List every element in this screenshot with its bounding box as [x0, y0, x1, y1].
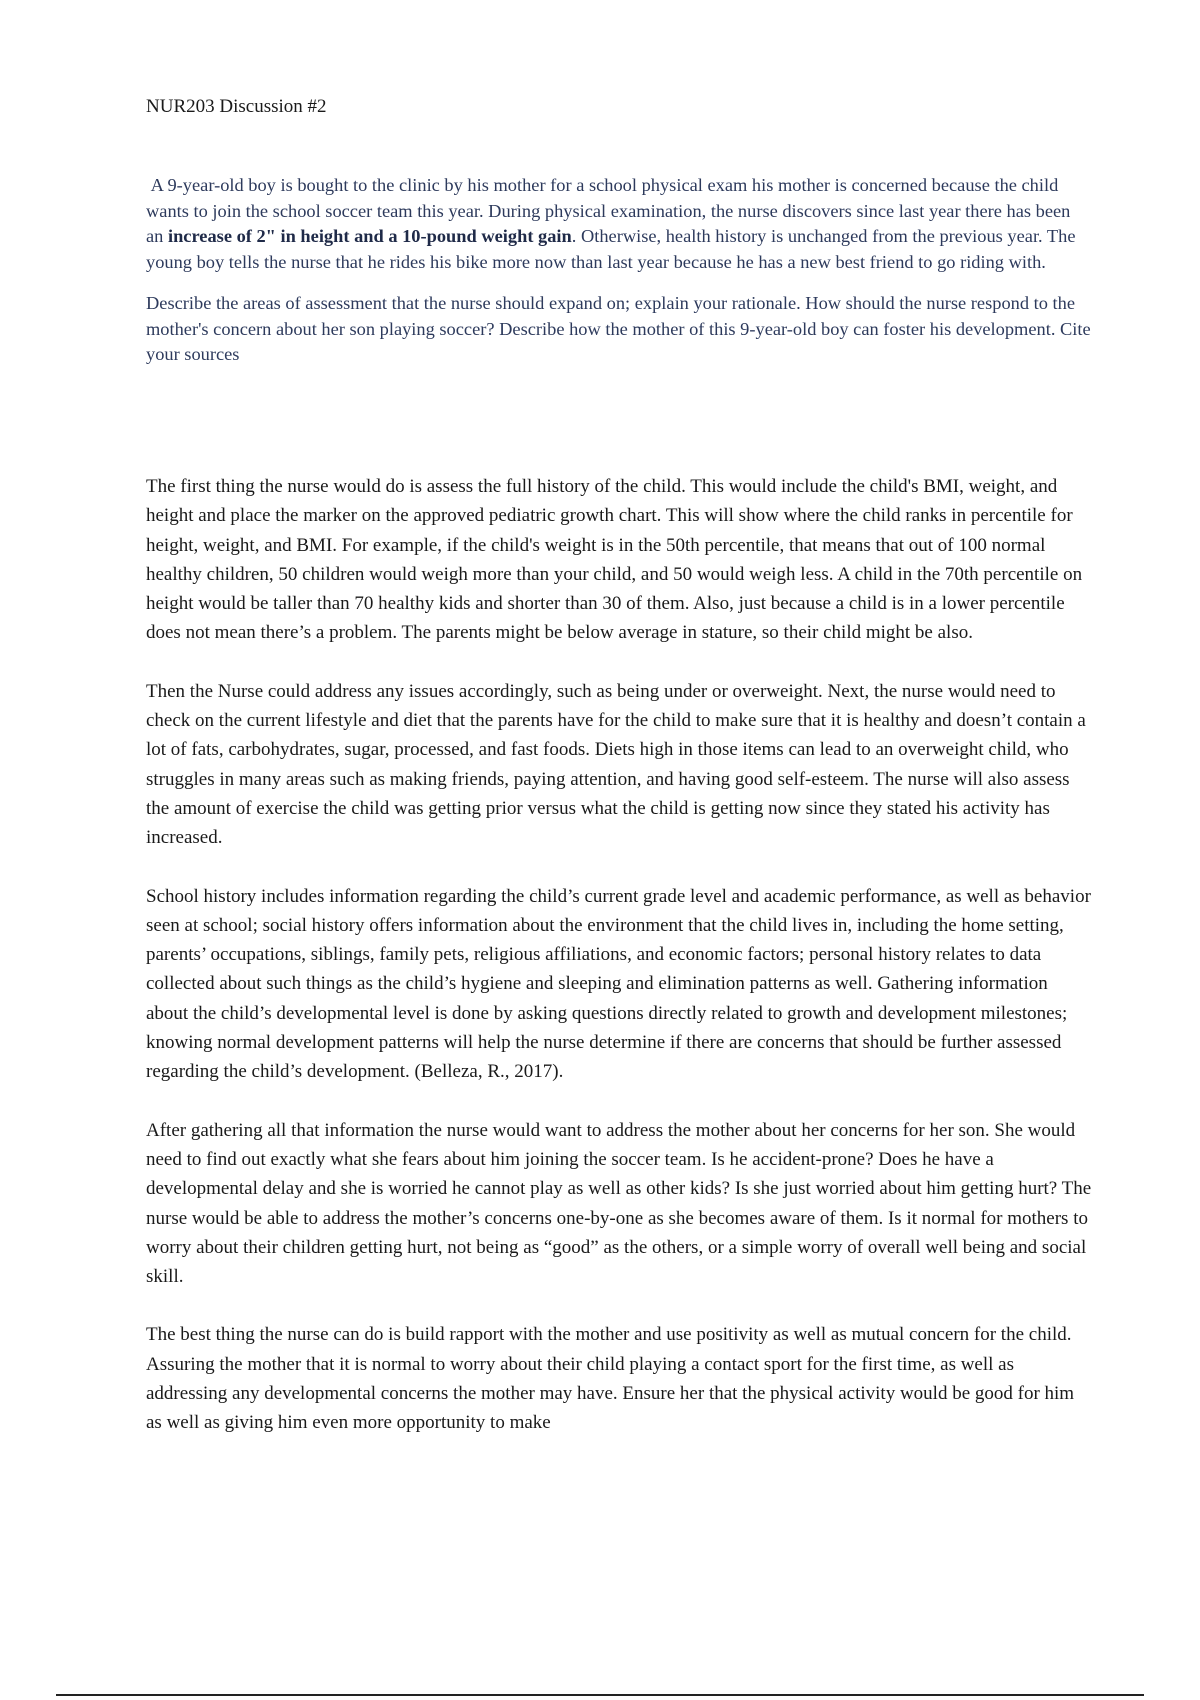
document-title: NUR203 Discussion #2	[146, 96, 327, 117]
answer-paragraph-3: School history includes information regarding the child’s current grade level and academic performance, as well as behavior seen at school; social history offers information about the environment that the child lives in, including the home setting, parents’ occupations, siblings, family pets, religious affiliations, and economic factors; personal history relates to data collected about such things as the child’s hygiene and sleeping and elimination patterns as well. Gathering information about the child’s developmental level is done by asking questions directly related to growth and development milestones; knowing normal development patterns will help the nurse determine if there are concerns that should be further assessed regarding the child’s development. (Belleza, R., 2017).	[146, 885, 1091, 1083]
questions-paragraph: Describe the areas of assessment that the nurse should expand on; explain your rationale. How should the nurse respond to the mother's concern about her son playing soccer? Describe how the mother of this 9-year-old boy can foster his development. Cite your sources	[146, 293, 1091, 364]
footer-divider	[56, 1694, 1144, 1696]
discussion-prompt	[146, 173, 1092, 384]
answer-paragraph-5: The best thing the nurse can do is build rapport with the mother and use positivity as well as mutual concern for the child. Assuring the mother that it is normal to worry about their child playing a contact sport for the first time, as well as addressing any developmental concerns the mother may have. Ensure her that the physical activity would be good for him as well as giving him even more opportunity to make	[146, 1324, 1075, 1434]
answer-paragraph-2: Then the Nurse could address any issues accordingly, such as being under or overweight. Next, the nurse would need to check on the current lifestyle and diet that the parents have for the child to make sure that it is healthy and doesn’t contain a lot of fats, carbohydrates, sugar, processed, and fast foods. Diets high in those items can lead to an overweight child, who struggles in many areas such as making friends, paying attention, and having good self-esteem. The nurse will also assess the amount of exercise the child was getting prior versus what the child is getting now since they stated his activity has increased.	[146, 680, 1086, 849]
scenario-text-end: . Otherwise, health history is unchanged from the previous year. The young boy tells the nurse that he rides his bike more now than last year because he has a new best friend to go riding with.	[146, 226, 1076, 272]
discussion-answer	[146, 472, 1092, 1467]
answer-paragraph-4: After gathering all that information the nurse would want to address the mother about her concerns for her son. She would need to find out exactly what she fears about him joining the soccer team. Is he accident-prone? Does he have a developmental delay and she is worried he cannot play as well as other kids? Is she just worried about him getting hurt? The nurse would be able to address the mother’s concerns one-by-one as she becomes aware of them. Is it normal for mothers to worry about their children getting hurt, not being as “good” as the others, or a simple worry of overall well being and social skill.	[146, 1119, 1092, 1288]
scenario-text-emphasis: increase of 2" in height and a 10-pound weight gain	[167, 226, 572, 246]
answer-paragraph-1: The first thing the nurse would do is assess the full history of the child. This would include the child's BMI, weight, and height and place the marker on the approved pediatric growth chart. This will show where the child ranks in percentile for height, weight, and BMI. For example, if the child's weight is in the 50th percentile, that means that out of 100 normal healthy children, 50 children would weigh more than your child, and 50 would weigh less. A child in the 70th percentile on height would be taller than 70 healthy kids and shorter than 30 of them. Also, just because a child is in a lower percentile does not mean there’s a problem. The parents might be below average in stature, so their child might be also.	[146, 476, 1083, 644]
scenario-paragraph	[146, 173, 1092, 275]
scenario-text-start: A 9-year-old boy is bought to the clinic by his mother for a school physical exam his mother is concerned because the child wants to join the school soccer team this year. During physical examination, the nurse discovers since last year there has been an	[146, 175, 1071, 246]
